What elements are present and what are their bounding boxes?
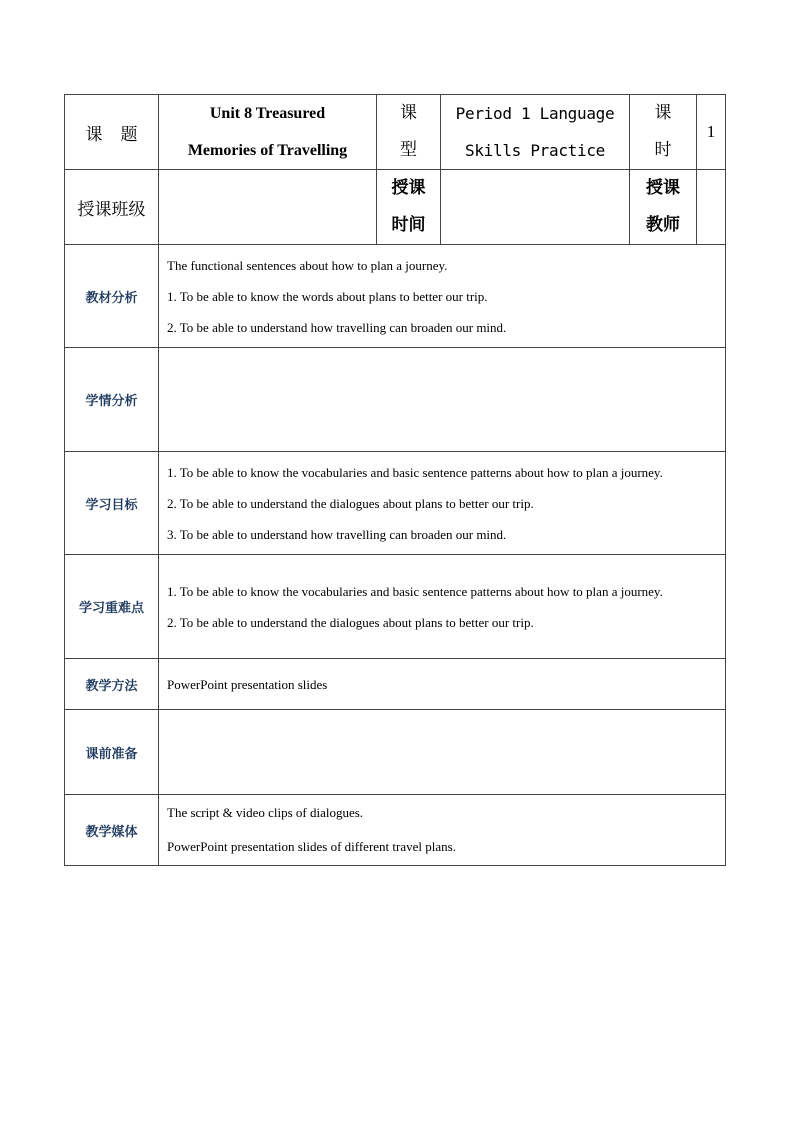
section-line: 1. To be able to know the vocabularies and basic sentence patterns about how to plan a journey.: [167, 464, 663, 480]
section-line: 1. To be able to know the vocabularies and basic sentence patterns about how to plan a journey.: [167, 583, 663, 599]
class-value: [159, 170, 377, 245]
teacher-label-cell: [630, 170, 697, 245]
section-row-key-points: [65, 555, 726, 659]
section-label: 学情分析: [65, 348, 159, 452]
section-content: [159, 710, 726, 795]
type-label-line2: 型: [400, 140, 417, 160]
hours-label-cell: [630, 95, 697, 170]
section-line: 2. To be able to understand the dialogues about plans to better our trip.: [167, 495, 534, 511]
section-row-teaching-methods: [65, 659, 726, 710]
section-line: PowerPoint presentation slides: [167, 676, 328, 692]
section-label: 学习目标: [65, 452, 159, 555]
section-label: 教学方法: [65, 659, 159, 710]
section-line: 2. To be able to understand the dialogues about plans to better our trip.: [167, 614, 534, 630]
section-line: The script & video clips of dialogues.: [167, 805, 364, 820]
section-content: [159, 659, 726, 710]
teacher-label-line1: 授课: [646, 178, 680, 198]
section-line: 3. To be able to understand how travelling can broaden our mind.: [167, 526, 507, 542]
section-row-teaching-media: [65, 795, 726, 866]
section-line: PowerPoint presentation slides of different travel plans.: [167, 839, 456, 854]
topic-value-line2: Memories of Travelling: [187, 142, 348, 159]
section-content: [159, 452, 726, 555]
section-label: 教材分析: [65, 245, 159, 348]
time-label-line1: 授课: [391, 178, 426, 198]
type-value-line2: Skills Practice: [465, 141, 605, 160]
hours-value: 1: [697, 95, 726, 170]
section-content: [159, 245, 726, 348]
section-content: [159, 555, 726, 659]
section-label: 课前准备: [65, 710, 159, 795]
time-value: [441, 170, 630, 245]
section-row-preparation: [65, 710, 726, 795]
section-row-textbook-analysis: [65, 245, 726, 348]
header-row-topic: [65, 95, 726, 170]
topic-value-line1: Unit 8 Treasured: [209, 105, 326, 122]
section-line: The functional sentences about how to plan a journey.: [167, 257, 448, 273]
section-row-learning-objectives: [65, 452, 726, 555]
type-value-cell: [441, 95, 630, 170]
section-line: 2. To be able to understand how travelling can broaden our mind.: [167, 319, 507, 335]
hours-label-line1: 课: [654, 103, 672, 123]
teacher-label-line2: 教师: [646, 215, 680, 235]
time-label-line2: 时间: [391, 215, 426, 235]
section-content: [159, 795, 726, 866]
type-label-line1: 课: [400, 103, 417, 123]
hours-label-line2: 时: [654, 140, 672, 160]
teacher-value: [697, 170, 726, 245]
time-label-cell: [377, 170, 441, 245]
section-line: 1. To be able to know the words about plans to better our trip.: [167, 288, 488, 304]
class-label: 授课班级: [65, 170, 159, 245]
topic-label: 课题: [85, 124, 156, 145]
section-label: 教学媒体: [65, 795, 159, 866]
section-row-student-analysis: [65, 348, 726, 452]
header-row-class: [65, 170, 726, 245]
section-content: [159, 348, 726, 452]
topic-value-cell: [159, 95, 377, 170]
topic-label-cell: [65, 95, 159, 170]
section-label: 学习重难点: [65, 555, 159, 659]
lesson-plan-table: [64, 94, 726, 866]
type-value-line1: Period 1 Language: [455, 104, 615, 123]
type-label-cell: [377, 95, 441, 170]
